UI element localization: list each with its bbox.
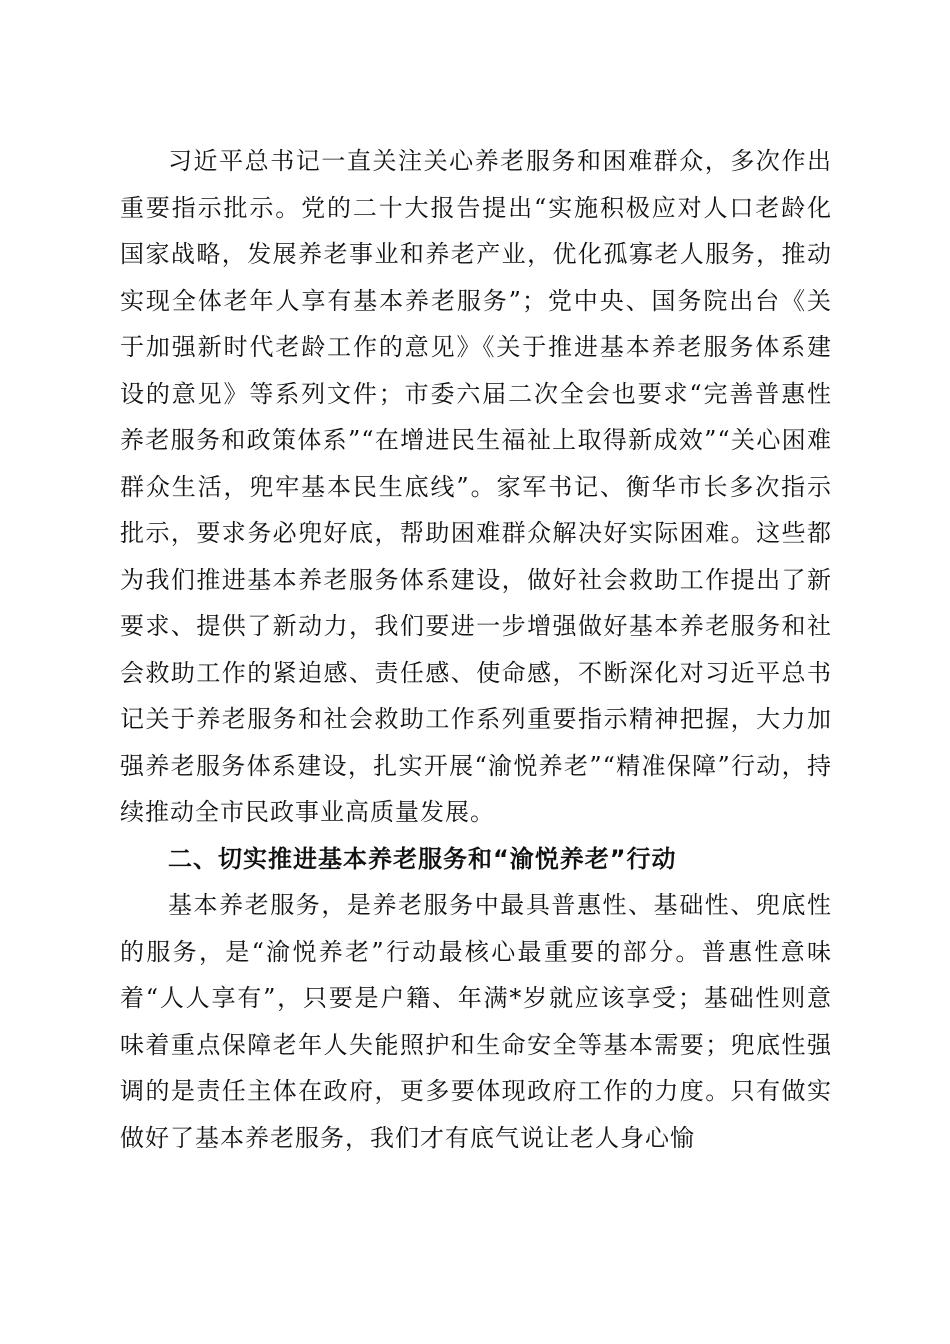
paragraph-2: 基本养老服务，是养老服务中最具普惠性、基础性、兜底性的服务，是“渝悦养老”行动最核心最重要的部分。普惠性意味着“人人享有”，只要是户籍、年满*岁就应该享受；基础性则意味着重点保障老年人失能照护和生命安全等基本需要；兜底性强调的是责任主体在政府，更多要体现政府工作的力度。只有做实做好了基本养老服务，我们才有底气说让老人身心愉 xyxy=(120,891,832,1152)
section-heading-2: 二、切实推进基本养老服务和“渝悦养老”行动 xyxy=(168,844,677,873)
paragraph-1: 习近平总书记一直关注关心养老服务和困难群众，多次作出重要指示批示。党的二十大报告提出“实施积极应对人口老龄化国家战略，发展养老事业和养老产业，优化孤寡老人服务，推动实现全体老年人享有基本养老服务”；党中央、国务院出台《关于加强新时代老龄工作的意见》《关于推进基本养老服务体系建设的意见》等系列文件；市委六届二次全会也要求“完善普惠性养老服务和政策体系”“在增进民生福祉上取得新成效”“关心困难群众生活，兜牢基本民生底线”。家军书记、衡华市长多次指示批示，要求务必兜好底，帮助困难群众解决好实际困难。这些都为我们推进基本养老服务体系建设，做好社会救助工作提出了新要求、提供了新动力，我们要进一步增强做好基本养老服务和社会救助工作的紧迫感、责任感、使命感，不断深化对习近平总书记关于养老服务和社会救助工作系列重要指示精神把握，大力加强养老服务体系建设，扎实开展“渝悦养老”“精准保障”行动，持续推动全市民政事业高质量发展。 xyxy=(120,147,832,826)
document-body xyxy=(120,138,832,1161)
